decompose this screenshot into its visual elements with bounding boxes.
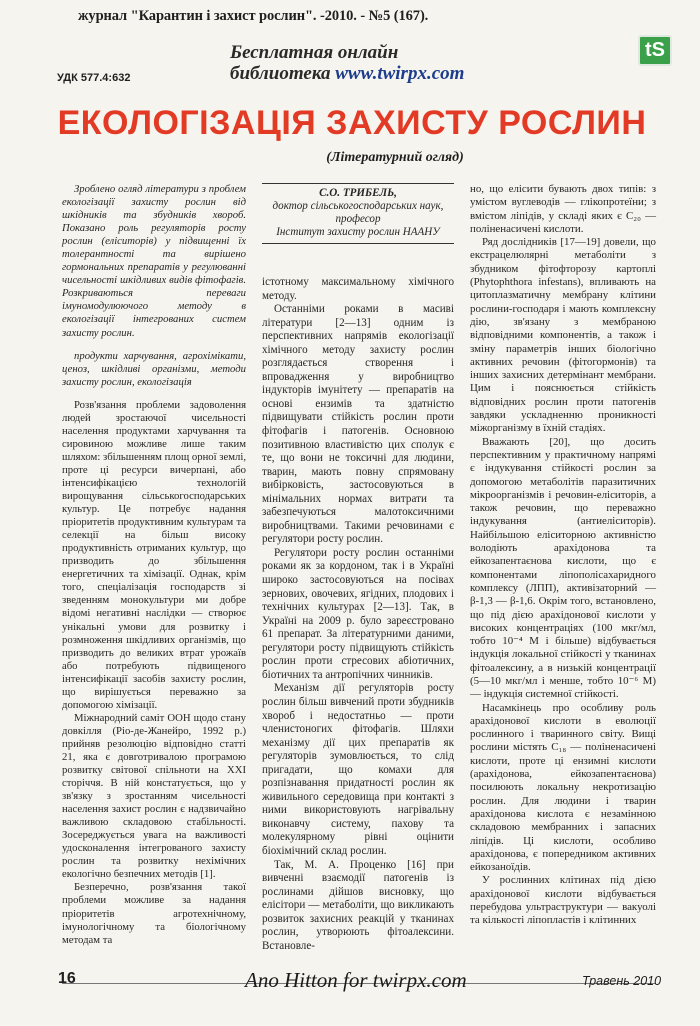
abstract: Зроблено огляд літератури з проблем екологізації захисту рослин від шкідників та збудників хвороб. Показано роль регуляторів росту рослин (еліситорів) у підвищенні їх толерантності та вирішено гормональних препаратів у регулюванні чисельності шкідливих видів фітофагів. Розкриваються переваги імуномодулюючого методу в екологізації інтегрованих систем захисту рослин.: [62, 183, 246, 339]
journal-header: журнал "Карантин і захист рослин". -2010. - №5 (167).: [78, 8, 429, 24]
article-subtitle: (Літературний огляд): [326, 150, 464, 165]
body-paragraph: істотному максимальному хімічного методу.: [262, 276, 454, 302]
body-paragraph: Ряд дослідників [17—19] довели, що екстрацелюлярні метаболіти з збудником фітофторозу картоплі (Phytophthora infestans), впливають на цитоплазматичну мембрану клітини рослини-господаря і мають комплексну дію, зв'язану з мембраною відповідними компонентів, а також і зміну параметрів інших біологічно активних речовин (фітогормонів) та інших захисних детермінант мембрани. Цим і пояснюється стійкість відповідних рослин проти патогенів завдяки ускладненню проникності міжорганізму в їхній стадіях.: [470, 236, 656, 435]
author-name: С.О. ТРИБЕЛЬ,: [319, 187, 397, 199]
library-label: библиотека: [230, 63, 331, 84]
body-paragraph: Механізм дії регуляторів росту рослин більш вивчений проти збудників хвороб і недостатньо — проти членистоногих фітофагів. Шляхи механізму дії цих препаратів як регуляторів зумовлюється, то слід пригадати, що комахи для розпізнавання придатності рослин як живильного середовища при контакті з ними використовують нагрівальну виконавчу систему, пахову та молекулярному рівні оцінити біохімічний склад рослин.: [262, 682, 454, 857]
author-title: професор: [335, 213, 381, 225]
body-paragraph: Міжнародний саміт ООН щодо стану довкілля (Ріо-де-Жанейро, 1992 р.) прийняв резолюцію відповідно статті 21, яка є довготривалою програмою розвитку світової спільноти на XXI сторіччя. В ній констатується, що у зв'язку з зростанням чисельності населення захист рослин є надзвичайно важливою складовою стабільності. Зосереджується увага на важливості удосконалення інтегрованого захисту рослин та розвитку нехімічних екологічно безпечних методів [1].: [62, 711, 246, 881]
column-2: [262, 183, 454, 953]
issue-date: Травень 2010: [582, 974, 662, 988]
author-block: [262, 183, 454, 244]
body-paragraph: Останніми роками в масиві літератури [2—13] одним із перспективних напрямів екологізації хімічного методу захисту рослин розглядається створення і впровадження у виробництво індукторів імунітету — препаратів на основі ензимів та здатністю підвищувати стійкість рослин проти фітофагів і патогенів. Основною позитивною властивістю цих сполук є те, що вони не токсичні для людини, тварин, мають повну спрямовану вибірковість, застосовуються в мінімальних нормах витрати та забезпечуються малотоксичними виробництвами. Такими речовинами є регулятори росту рослин.: [262, 303, 454, 546]
library-line-2: [230, 63, 464, 84]
author-institute: Інститут захисту рослин НААНУ: [276, 226, 440, 238]
article-title: ЕКОЛОГІЗАЦІЯ ЗАХИСТУ РОСЛИН: [57, 104, 647, 142]
author-degree: доктор сільськогосподарських наук,: [272, 200, 444, 212]
twirpx-logo: tS: [638, 35, 672, 66]
library-line-1: Бесплатная онлайн: [230, 42, 399, 63]
body-paragraph: Безперечно, розв'язання такої проблеми можливе за надання пріоритетів агротехнічному, імунологічному та біологічному методам та: [62, 881, 246, 946]
body-paragraph: Вважають [20], що досить перспективним у практичному напрямі є індукування стійкості рослин за допомогою метаболітів паразитичних мікроорганізмів і речовин-еліситорів, а також речовин, що переважно індукування (антиеліситорів). Найбільшою еліситорною активністю володіють арахідонова та ейкозапентаєнова кислоти, що є компонентами ліпополісахаридного комплексу (ЛПП), активізаторний — β-1,3 — β-1,6. Окрім того, встановлено, що під дією арахідонової кислоти у високих концентраціях (100 мкг/мл, тобто 10⁻⁴ М і більше) відбувається індукція локальної стійкості у тканинах фітоалексину, а в низькій концентрації (5—10 мкг/мл і менше, тобто 10⁻⁶ М) — індукція системної стійкості.: [470, 435, 656, 701]
body-paragraph: Регулятори росту рослин останніми роками як за кордоном, так і в Україні широко застосовуються на посівах зернових, овочевих, ягідних, плодових і технічних культурах [2—13]. Так, в Україні на 2009 р. було зареєстровано 61 препарат. За літературними даними, регулятори росту підвищують стійкість рослин проти стресових абіотичних, біотичних та антропічних чинників.: [262, 546, 454, 681]
library-watermark: [230, 42, 464, 84]
body-paragraph: но, що елісити бувають двох типів: з умістом вуглеводів — глікопротеїни; з вмістом ліпідів, у складі яких є C₂₀ — поліненасичені кислоти.: [470, 183, 656, 235]
page-number: 16: [58, 970, 76, 987]
body-paragraph: Насамкінець про особливу роль арахідонової кислоти в еволюції рослинного і тваринного світу. Вищі рослини містять C₁₈ — поліненасичені кислоти, проте ці ензимні кислоти (арахідонова, ейкозапентаєнова) посилюють локальну некротизацію рослин. Для людини і тварин арахідонова кислота є незамінною складовою мембранних і запасних ліпідів. Ці кислоти, особливо арахідонова, є попередником активних ейкозаноїдів.: [470, 701, 656, 874]
body-paragraph: Так, М. А. Проценко [16] при вивченні взаємодії патогенів із рослинами дійшов висновку, що елісітори — метаболіти, що викликають розвиток захисних реакцій у тканинах рослин, утворюють фітоалексини. Встановле-: [262, 858, 454, 952]
body-paragraph: Розв'язання проблеми задоволення людей зростаючої чисельності населення продуктами харчування та сировиною можливе лише таким шляхом: збільшенням площ орної землі, проте ці ресурси вичерпані, або інтенсифікацією технологій вирощування сільськогосподарських культур. Це потребує надання пріоритетів продуктивним культурам та селекції на більш високу продуктивність отриманих культур, що призводить до збільшення енергетичних та хімізації. Однак, крім того, спеціалізація господарств зі зведенням монокультури ми добре відомі негативні наслідки — створює унікальні умови для розвитку і розмноження шкідливих організмів, що призводить до великих втрат урожаїв або потребують підвищеного інтенсифікації засобів захисту рослин, що вирішується переважно за допомогою хімізації.: [62, 398, 246, 711]
column-1: [62, 183, 246, 947]
keywords: продукти харчування, агрохімікати, ценоз, шкідливі організми, методи захисту рослин, екологізація: [62, 349, 246, 388]
udk-code: УДК 577.4:632: [57, 72, 131, 84]
body-paragraph: У рослинних клітинах під дією арахідонової кислоти відбувається перебудова ультраструктури — вакуолі та кількості ліпопластів і клітинних: [470, 874, 656, 927]
signature: Ano Hitton for twirpx.com: [245, 968, 467, 992]
column-3: [470, 183, 656, 928]
library-url[interactable]: www.twirpx.com: [335, 63, 465, 84]
